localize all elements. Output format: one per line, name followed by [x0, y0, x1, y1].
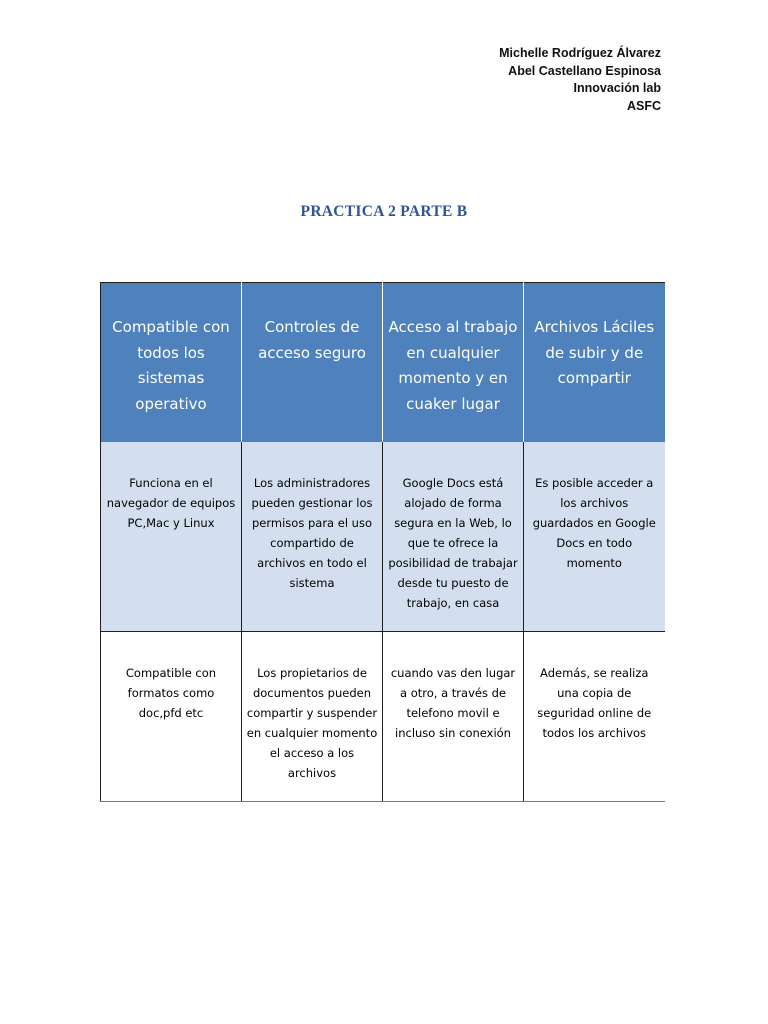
cell-text: Compatible con formatos como doc,pfd etc	[125, 666, 217, 720]
table-header-cell: Controles de acceso seguro	[242, 283, 383, 442]
features-table-wrapper	[100, 282, 664, 802]
table-header-row	[101, 283, 665, 442]
cell-text: Funciona en el navegador de equipos PC,Mac y Linux	[106, 476, 236, 530]
cell-text: Los administradores pueden gestionar los permisos para el uso compartido de archivos en todo el sistema	[251, 476, 373, 590]
table-cell	[524, 442, 665, 632]
cell-text: Además, se realiza una copia de seguridad online de todos los archivos	[537, 666, 652, 740]
author-block	[499, 45, 661, 115]
table-cell	[383, 442, 524, 632]
cell-text: cuando vas den lugar a otro, a través de telefono movil e incluso sin conexión	[390, 666, 516, 740]
cell-text: Los propietarios de documentos pueden compartir y suspender en cualquier momento el acceso a los archivos	[246, 666, 378, 780]
table-cell	[101, 442, 242, 632]
course-line: Innovación lab	[573, 81, 661, 95]
table-cell	[101, 632, 242, 802]
table-header-cell: Compatible con todos los sistemas operativo	[101, 283, 242, 442]
table-row	[101, 632, 665, 802]
table-cell	[524, 632, 665, 802]
page-title: PRACTICA 2 PARTE B	[300, 203, 468, 220]
author-line: Michelle Rodríguez Álvarez	[499, 46, 661, 60]
table-header-cell: Acceso al trabajo en cualquier momento y en cuaker lugar	[383, 283, 524, 442]
table-cell	[242, 442, 383, 632]
features-table	[100, 282, 665, 802]
cell-text: Es posible acceder a los archivos guardados en Google Docs en todo momento	[532, 476, 656, 570]
table-cell	[242, 632, 383, 802]
author-line: Abel Castellano Espinosa	[508, 63, 661, 78]
institution-line: ASFC	[626, 98, 661, 113]
table-row	[101, 442, 665, 632]
cell-text: Google Docs está alojado de forma segura en la Web, lo que te ofrece la posibilidad de trabajar desde tu puesto de trabajo, en casa	[388, 476, 518, 610]
table-header-cell: Archivos Láciles de subir y de compartir	[524, 283, 665, 442]
table-cell	[383, 632, 524, 802]
